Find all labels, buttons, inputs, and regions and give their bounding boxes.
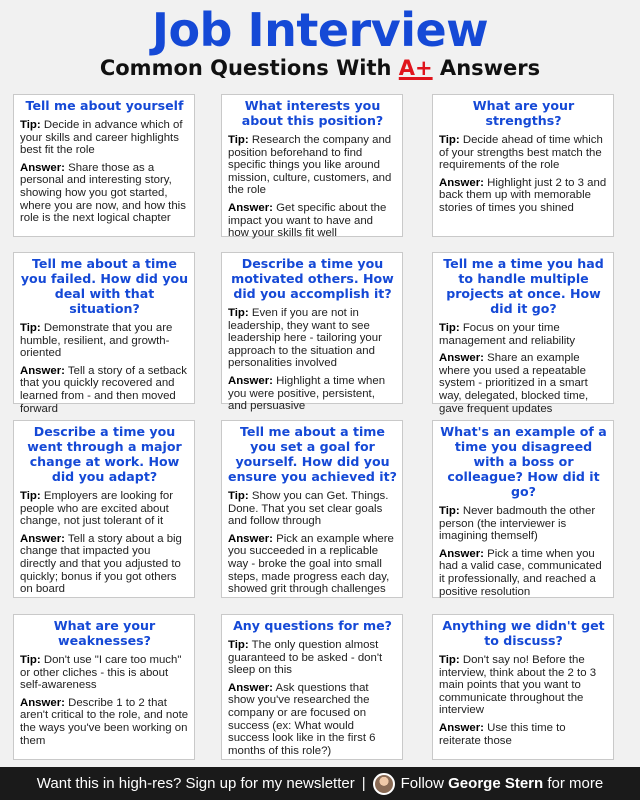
answer-label: Answer: [439,176,484,189]
answer-label: Answer: [439,352,484,365]
answer-label: Answer: [228,681,273,694]
tip-body: Decide in advance which of your skills and career highlights best fit the role [20,119,183,157]
answer-text [20,162,189,225]
tip-text [228,307,397,370]
tip-body: Never badmouth the other person (the interviewer is imagining themself) [439,505,596,543]
tip-label: Tip: [20,119,41,131]
tip-body: Research the company and position beforehand to find specific things you like around mission, culture, customers, and the role [228,134,392,197]
answer-text [228,682,397,758]
question-card [221,252,403,413]
tip-label: Tip: [20,322,41,334]
follow-post: for more [543,775,604,792]
question-card [221,614,403,760]
question-title: Tell me about yourself [25,98,184,113]
question-title: What are your weaknesses? [53,618,156,648]
tip-text [439,134,608,172]
answer-text [228,533,397,596]
tip-body: Even if you are not in leadership, they want to see leadership here - tailoring your approach to the situation and personalities involved [228,307,382,370]
tip-text [439,654,608,717]
tip-text [20,654,189,692]
question-title: What are your strengths? [472,98,575,128]
tip-text [439,505,608,543]
question-card [432,420,614,598]
answer-label: Answer: [228,532,273,545]
tip-text [228,639,397,677]
tip-body: Show you can Get. Things. Done. That you set clear goals and follow through [228,490,389,528]
tip-body: Don't say no! Before the interview, think about the 2 to 3 main points that you want to communicate throughout the interview [439,654,597,717]
answer-text [439,177,608,215]
tip-text [20,119,189,157]
answer-text [20,533,189,596]
answer-label: Answer: [20,696,65,709]
follow-link[interactable] [401,775,604,792]
answer-body: Tell a story of a setback that you quickly recovered and learned from - and then moved forward [20,364,187,415]
footer-separator: | [361,775,366,792]
subtitle-pre: Common Questions With [99,56,399,80]
answer-text [228,202,397,240]
tip-text [228,134,397,197]
question-title: Tell me about a time you failed. How did you deal with that situation? [20,256,189,316]
question-card [432,614,614,760]
question-title: Tell me a time you had to handle multiple projects at once. How did it go? [443,256,604,316]
answer-body: Highlight just 2 to 3 and back them up with memorable stories of times you shined [439,176,607,214]
tip-label: Tip: [439,134,460,146]
question-title: Any questions for me? [233,618,392,633]
tip-text [228,490,397,528]
answer-text [20,365,189,415]
question-title: Describe a time you went through a major change at work. How did you adapt? [27,424,182,484]
answer-body: Tell a story about a big change that impacted you directly and that you adjusted to quickly; bonus if you got others on board [20,532,182,596]
tip-body: Decide ahead of time which of your strengths best match the requirements of the role [439,134,603,172]
footer-banner [0,767,640,800]
follow-pre: Follow [400,775,449,792]
question-card [13,252,195,415]
tip-label: Tip: [228,307,249,319]
question-card [13,420,195,598]
tip-text [439,322,608,347]
page-title: Job Interview [151,3,489,57]
question-card [13,94,195,237]
question-title: Anything we didn't get to discuss? [442,618,605,648]
question-title: Describe a time you motivated others. How did you accomplish it? [231,256,394,301]
question-title: What interests you about this position? [241,98,384,128]
answer-body: Ask questions that show you've researched the company or are focused on success (ex: What would success look like in the first 6 months of this role?) [228,681,376,757]
tip-label: Tip: [228,490,249,502]
answer-label: Answer: [228,201,273,214]
answer-body: Describe 1 to 2 that aren't critical to the role, and note the ways you've been working on them [20,696,189,747]
answer-body: Highlight a time when you were positive, persistent, and persuasive [228,374,386,413]
answer-body: Use this time to reiterate those [439,721,566,747]
tip-label: Tip: [228,639,249,651]
answer-text [20,697,189,747]
tip-body: The only question almost guaranteed to be asked - don't sleep on this [228,639,383,677]
answer-label: Answer: [228,374,273,387]
subtitle-post: Answers [432,56,541,80]
question-card [432,252,614,415]
tip-label: Tip: [228,134,249,146]
answer-label: Answer: [439,721,484,734]
question-title: What's an example of a time you disagreed with a boss or colleague? How did it go? [440,424,607,499]
tip-label: Tip: [20,490,41,502]
question-card [221,420,403,598]
question-card [432,94,614,237]
answer-body: Get specific about the impact you want to have and how your skills fit well [228,201,387,240]
answer-body: Pick a time when you had a valid case, communicated it professionally, and reached a positive resolution [439,547,602,598]
answer-body: Share an example where you used a repeatable system - prioritized in a smart way, delegated, blocked time, gave frequent updates [439,352,589,415]
tip-body: Don't use "I care too much" or other cliches - this is about self-awareness [20,654,182,692]
newsletter-link[interactable]: Want this in high-res? Sign up for my newsletter [36,775,355,792]
answer-text [439,352,608,415]
question-title: Tell me about a time you set a goal for yourself. How did you ensure you achieved it? [228,424,397,484]
answer-body: Share those as a personal and interesting story, showing how you got started, where you are now, and how this role is the next logical chapter [20,161,186,225]
answer-label: Answer: [20,532,65,545]
tip-label: Tip: [439,505,460,517]
answer-label: Answer: [20,364,65,377]
answer-text [228,375,397,413]
answer-body: Pick an example where you succeeded in a replicable way - broke the goal into small steps, made progress each day, showed grit through challenges [228,532,394,596]
answer-label: Answer: [20,161,65,174]
page-subtitle [0,54,640,82]
answer-label: Answer: [439,547,484,560]
tip-body: Focus on your time management and reliability [439,322,576,347]
author-name: George Stern [448,775,544,792]
tip-text [20,322,189,360]
tip-body: Employers are looking for people who are excited about change, not just tolerant of it [20,490,173,528]
answer-text [439,548,608,598]
tip-text [20,490,189,528]
question-card [13,614,195,760]
subtitle-grade: A+ [398,56,433,80]
tip-label: Tip: [439,654,460,666]
author-avatar [373,773,395,795]
tip-body: Demonstrate that you are humble, resilient, and growth-oriented [20,322,173,360]
tip-label: Tip: [20,654,41,666]
answer-text [439,722,608,747]
tip-label: Tip: [439,322,460,334]
question-card [221,94,403,240]
